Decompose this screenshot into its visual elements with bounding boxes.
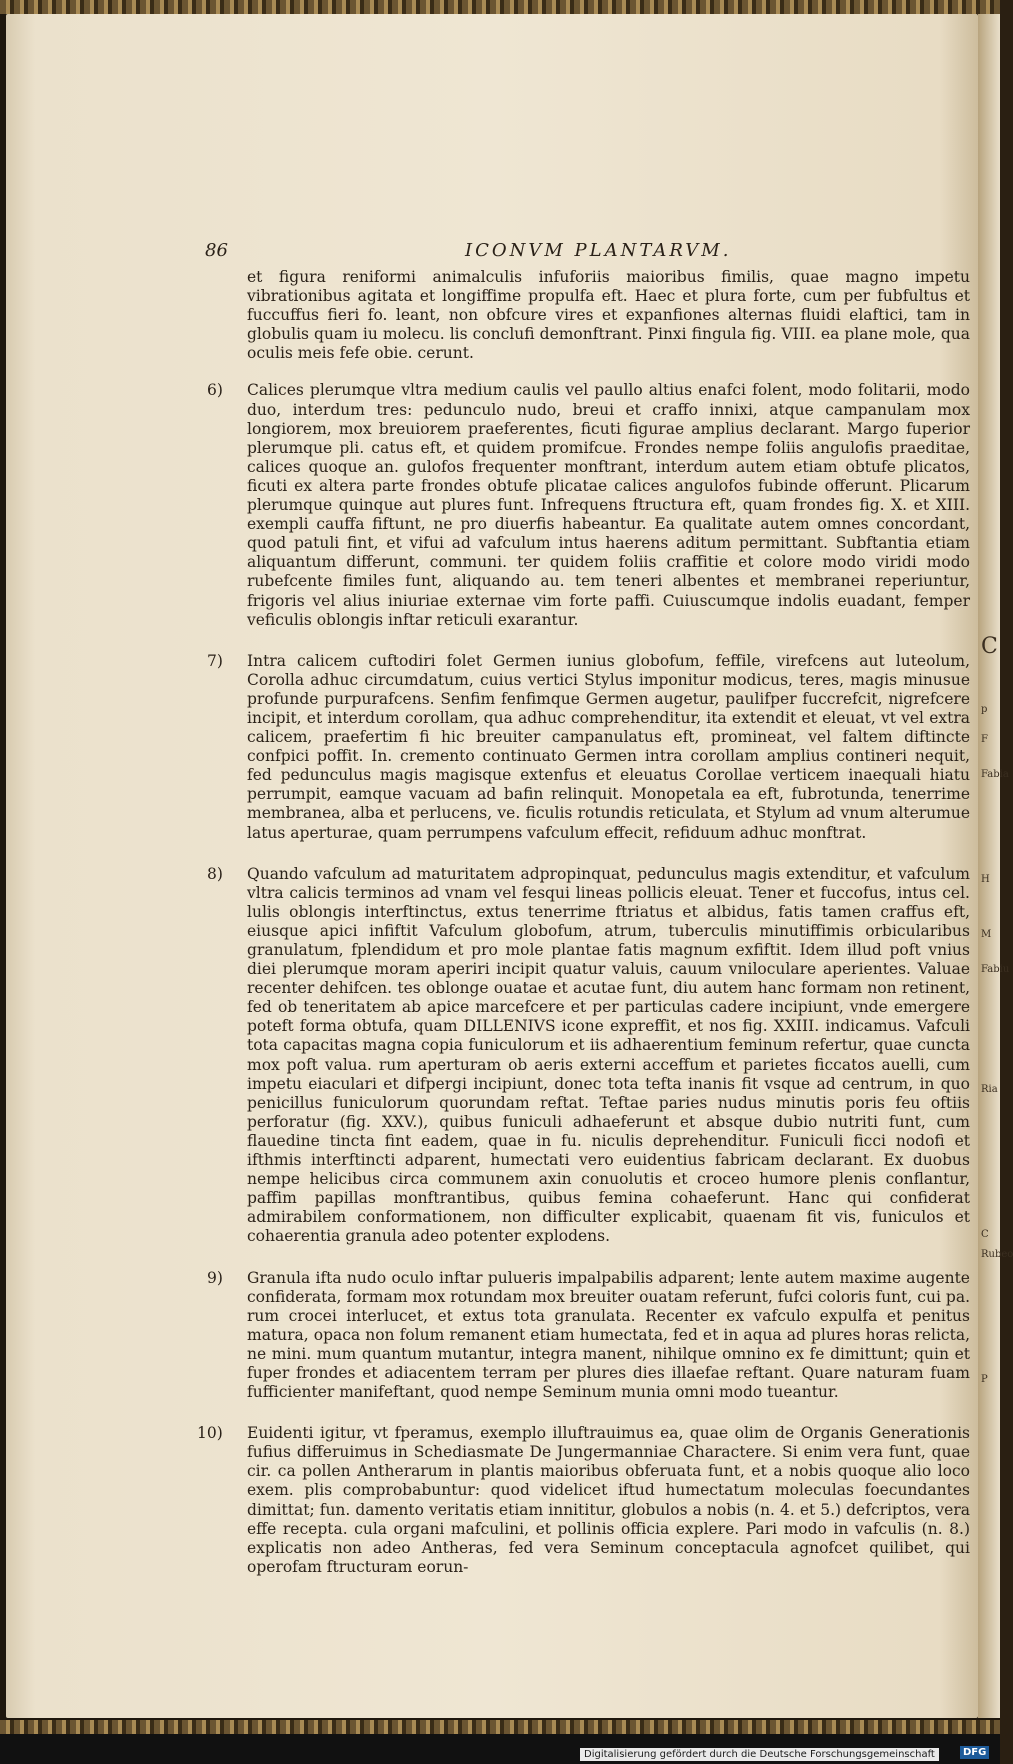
paragraph-number: 8) (207, 864, 223, 883)
adjacent-fragment: Rubeo (981, 1249, 1013, 1260)
page-body (197, 268, 970, 1599)
paragraph-text: Euidenti igitur, vt fperamus, exemplo illuftrauimus ea, quae olim de Organis Generationis fufius differuimus in Schediasmate De Jungermanniae Charactere. Si enim vera funt, quae cir. ca pollen Antherarum in plantis maioribus obferuata funt, et a nobis quoque alio loco exem. plis comprobabuntur: quod videlicet iftud humectatum moleculas foecundantes dimittat; fun. damento veritatis etiam innititur, globulos a nobis (n. 4. et 5.) defcriptos, vera effe recepta. cula organi mafculini, et pollinis officia explere. Pari modo in vafculis (n. 8.) explicatis non adeo Antheras, fed vera Seminum conceptacula agnofcet quilibet, qui operofam ftructuram eorun- (247, 1424, 970, 1576)
paragraph-continued (205, 268, 970, 363)
paragraph-text: Intra calicem cuftodiri folet Germen iunius globofum, feffile, virefcens aut luteolum, Corolla adhuc circumdatum, cuius vertici Stylus imponitur modicus, teres, magis minusue profunde purpurafcens. Senfim fenfimque Germen augetur, paulifper fuccrefcit, nigrefcere incipit, et interdum corollam, qua adhuc comprehenditur, ita extendit et eleuat, vt vel extra calicem, praefertim fi hic breuiter campanulatus eft, promineat, vel faltem diftincte confpici poffit. In. cremento continuato Germen intra corollam amplius contineri nequit, fed pedunculus magis magisque extenfus et eleuatus Corollae verticem inaequali hiatu perrumpit, eamque vacuam ad bafin relinquit. Monopetala ea eft, fubrotunda, tenerrime membranea, alba et perlucens, ve. ficulis rotundis reticulata, et Stylum ad vnum alterumue latus aperturae, quam perrumpens vafculum effecit, refiduum adhuc monftrat. (247, 651, 970, 842)
top-binding-edge (0, 0, 1000, 14)
adjacent-fragment: p (981, 704, 988, 715)
paragraph-6 (205, 381, 970, 629)
page-number: 86 (205, 240, 228, 261)
adjacent-fragment: Fabiu (981, 964, 1010, 975)
running-title: ICONVM PLANTARVM. (465, 240, 732, 261)
paragraph-text: Granula ifta nudo oculo inftar pulueris impalpabilis adparent; lente autem maxime augente confiderata, formam mox rotundam mox breuiter ouatam referunt, fufci coloris funt, cui pa. rum crocei interlucet, et extus tota granulata. Recenter ex vafculo expulfa et penitus matura, opaca non folum remanent etiam humectata, fed et in aqua ad plures horas relicta, ne mini. mum quantum mutantur, integra manent, nihilque omnino ex fe dimittunt; quin et fuper frondes et adiacentem terram per plures dies illaefae reftant. Quare naturam fuam fufficienter manifeftant, quod nempe Seminum munia omni modo tueantur. (247, 1268, 970, 1402)
paragraph-text: et figura reniformi animalculis infuforiis maioribus fimilis, quae magno impetu vibrationibus agitata et longiffime propulfa eft. Haec et plura forte, cum per fubfultus et fuccuffus fieri fo. leant, non obfcure vires et expanfiones alternas fluidi elaftici, tam in globulis quam iu molecu. lis conclufi demonftrant. Pinxi fingula fig. VIII. ea plane mole, qua oculis meis fefe obie. cerunt. (247, 268, 970, 363)
adjacent-fragment: Fabia (981, 769, 1009, 780)
paragraph-text: Quando vafculum ad maturitatem adpropinquat, pedunculus magis extenditur, et vafculum vltra calicis terminos ad vnam vel fesqui lineas pollicis eleuat. Tener et fuccofus, intus cel. lulis oblongis interftinctus, extus tenerrime ftriatus et albidus, fatis tamen craffus eft, eiusque apici infiftit Vafculum globofum, atrum, tuberculis minutiffimis orbicularibus granulatum, fplendidum et pro mole plantae fatis magnum exfiftit. Idem illud poft vnius diei plerumque moram aperiri incipit quatur valuis, cauum vniloculare aperientes. Valuae recenter dehifcen. tes oblonge ouatae et acutae funt, diu autem hanc formam non retinent, fed ob teneritatem ab apice marcefcere et per particulas cadere incipiunt, vnde emergere poteft forma obtufa, quam DILLENIVS icone expreffit, et nos fig. XXIII. indicamus. Vafculi tota capacitas magna copia funiculorum et iis adhaerentium feminum refertur, quae cuncta mox poft valua. rum aperturam ob aeris externi acceffum et parietes ficcatos auelli, cum impetu eiaculari et difpergi incipiunt, donec tota tefta inanis fit vsque ad centrum, in quo penicillus funiculorum quorundam reftat. Teftae paries nudus minutis poris feu oftiis perforatur (fig. XXV.), quibus funiculi adhaeferunt et absque dubio nutriti funt, cum flauedine tincta fint eadem, quae in fu. niculis deprehenditur. Funiculi ficci nodofi et ifthmis interftincti adparent, humectati vero euidentius fabricam declarant. Ex duobus nempe helicibus circa communem axin conuolutis et croceo humore plenis conflantur, paffim papillas monftrantibus, quibus femina cohaeferunt. Hanc qui confiderat admirabilem conformationem, non difficulter explicabit, quaenam fit vis, funiculos et cohaerentia granula adeo potenter explodens. (247, 864, 970, 1246)
adjacent-fragment: F (981, 734, 988, 745)
paragraph-9 (205, 1269, 970, 1403)
paragraph-number: 9) (207, 1268, 223, 1287)
digitization-credit: Digitalisierung gefördert durch die Deutsche Forschungsgemeinschaft (580, 1748, 939, 1761)
paragraph-number: 10) (197, 1424, 223, 1443)
paragraph-8 (205, 865, 970, 1247)
paragraph-number: 6) (207, 381, 223, 400)
paragraph-7 (205, 652, 970, 843)
paragraph-text: Calices plerumque vltra medium caulis vel paullo altius enafci folent, modo folitarii, modo duo, interdum tres: pedunculo nudo, breui et craffo innixi, atque campanulam mox longiorem, mox breuiorem praeferentes, ficuti figurae amplius declarant. Margo fuperior plerumque pli. catus eft, et quidem promifcue. Frondes nempe foliis angulofis praeditae, calices quoque an. gulofos frequenter monftrant, interdum autem etiam obtufe plicatos, ficuti ex altera parte frondes obtufe plicatae calices angulofos fubinde offerunt. Plicarum plerumque quinque aut plures funt. Infrequens ftructura eft, quam frondes fig. X. et XIII. exempli cauffa fiftunt, ne pro diuerfis habeantur. Ea qualitate autem omnes concordant, quod patuli fint, et vifui ad vafculum intus haerens aditum permittant. Subftantia etiam aliquantum differunt, communi. ter quidem foliis craffitie et colore modo viridi modo rubefcente fimiles funt, aliquando au. tem teneri albentes et membranei reperiuntur, frigoris vel alius iniuriae externae vim forte paffi. Cuiuscumque indolis euadant, femper veficulis oblongis inftar reticuli exarantur. (247, 381, 970, 629)
paragraph-number: 7) (207, 651, 223, 670)
adjacent-page-edge (978, 14, 1013, 1718)
page-header (205, 240, 970, 264)
adjacent-fragment: C (981, 1229, 989, 1240)
adjacent-fragment: Ria (981, 1084, 998, 1095)
paragraph-10 (197, 1424, 970, 1577)
bottom-binding-edge (0, 1720, 1000, 1734)
adjacent-fragment: H (981, 874, 990, 885)
adjacent-fragment: C (981, 634, 998, 659)
adjacent-fragment: M (981, 929, 992, 940)
dfg-logo: DFG (960, 1746, 989, 1759)
adjacent-fragment: P (981, 1374, 988, 1385)
